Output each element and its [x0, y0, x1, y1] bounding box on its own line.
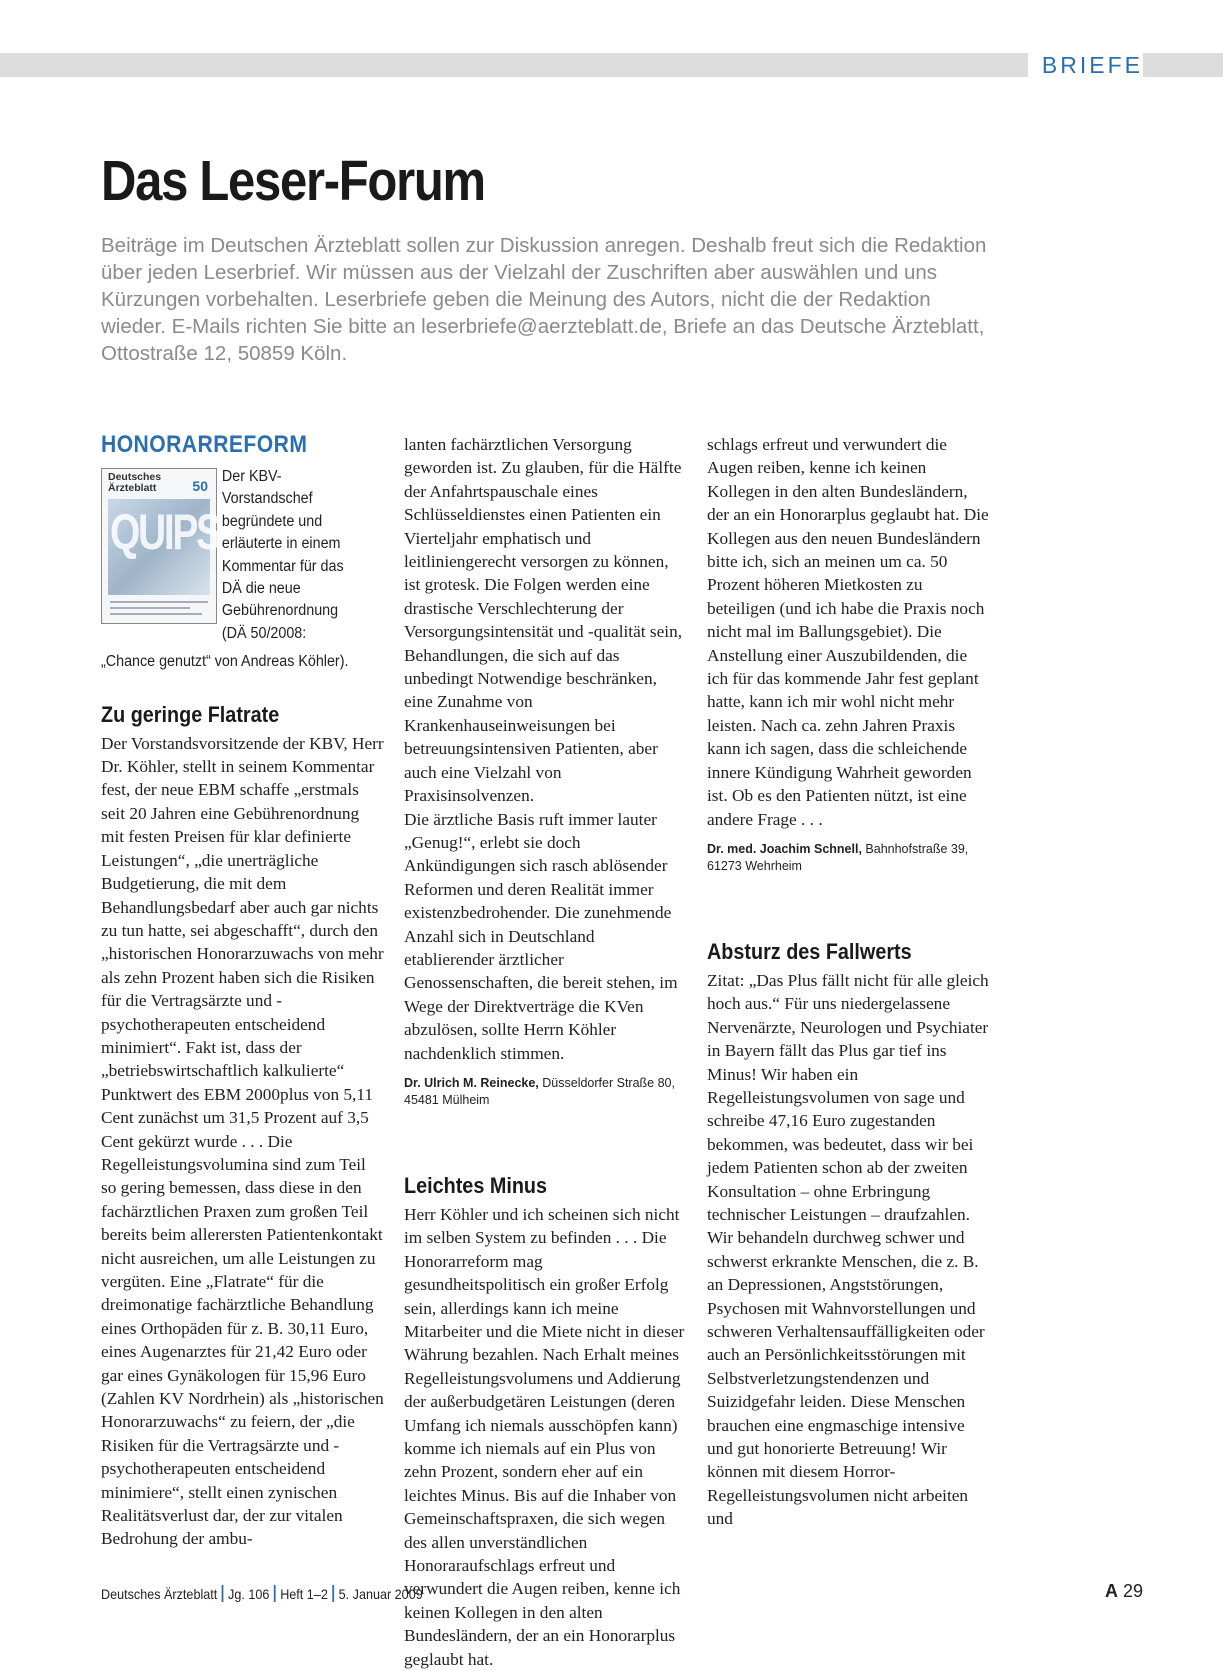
letter-heading: Leichtes Minus [404, 1172, 548, 1198]
letter-paragraph: schlags erfreut und verwundert die Augen reiben, kenne ich keinen Kollegen in den alten Bundesländern, der an ein Honorarplus geglaubt hat. Die Kollegen aus den neuen Bundesländern bitte ich, sich an meinen um ca. 50 Prozent höheren Mietkosten zu beteiligen (und ich habe die Praxis noch nicht mal im Ballungsgebiet). Die Anstellung einer Auszubildenden, die ich für das kommende Jahr fest geplant hatte, kann ich mir wohl nicht mehr leisten. Nach ca. zehn Jahren Praxis kann ich sagen, dass die schleichende innere Kündigung Wahrheit geworden ist. Ob es den Patienten nützt, ist eine andere Frage . . . [707, 435, 989, 829]
teaser [101, 466, 384, 645]
cover-title: Deutsches Ärzteblatt [108, 471, 162, 494]
section-label: BRIEFE [1028, 50, 1143, 80]
letter-body [404, 433, 687, 1065]
letter-heading: Absturz des Fallwerts [707, 938, 912, 964]
column-1 [101, 430, 384, 1551]
page-title: Das Leser-Forum [101, 149, 485, 213]
teaser-text: Der KBV-Vorstandschef begründete und erläuterte in einem Kommentar für das DÄ die neue Gebührenordnung (DÄ 50/2008: [221, 468, 344, 642]
page-number: A 29 [1104, 1581, 1143, 1601]
letter-paragraph: Die ärztliche Basis ruft immer lauter „Genug!“, erlebt sie doch Ankündigungen sich rasch ablösender Reformen und deren Realität immer existenzbedrohender. Die zunehmende Anzahl sich in Deutschland etablierender ärztlicher Genossenschaften, die bereit stehen, im Wege der Direktverträge die KVen abzulösen, sollte Herrn Köhler nachdenklich stimmen. [404, 809, 678, 1063]
footer-date: 5. Januar 2009 [338, 1586, 423, 1602]
letter-body [707, 969, 990, 1531]
letter-signature [404, 1075, 687, 1109]
letter-signature [707, 841, 990, 875]
cover-issue-number: 50 [192, 478, 208, 494]
column-2 [404, 433, 687, 1669]
intro-text: Beiträge im Deutschen Ärzteblatt sollen zur Diskussion anregen. Deshalb freut sich die Redaktion über jeden Leserbrief. Wir müssen aus der Vielzahl der Zuschriften aber auswählen und uns Kürzungen vorbehalten. Leserbriefe geben die Meinung des Autors, nicht die der Redaktion wieder. E-Mails richten Sie bitte an leserbriefe@aerzteblatt.de, Briefe an das Deutsche Ärzteblatt, Ottostraße 12, 50859 Köln. [101, 234, 987, 365]
letter-paragraph: Der Vorstandsvorsitzende der KBV, Herr Dr. Köhler, stellt in seinem Kommentar fest, der neue EBM schaffe „erstmals seit 20 Jahren eine Gebührenordnung mit festen Preisen für klar definierte Leistungen“, „die unerträgliche Budgetierung, die mit dem Behandlungsbedarf aber auch gar nichts zu tun hatte, sei abgeschafft“, durch den „historischen Honorarzuwachs von mehr als zehn Prozent haben sich die Risiken für die Vertragsärzte und -psychotherapeuten entscheidend minimiert“. Fakt ist, dass der „betriebswirtschaftlich kalkulierte“ Punktwert des EBM 2000plus von 5,11 Cent zunächst um 31,5 Prozent auf 3,5 Cent gekürzt wurde . . . Die Regelleistungsvolumina sind zum Teil so gering bemessen, dass diese in den fachärztlichen Praxen zum großen Teil bereits beim allerersten Patientenkontakt nicht ausreichen, um alle Leistungen zu vergüten. Eine „Flatrate“ für die dreimonatige fachärztliche Behandlung eines Orthopäden für z. B. 30,11 Euro, eines Augenarztes für 21,42 Euro oder gar eines Gynäkologen für 15,96 Euro (Zahlen KV Nordrhein) als „historischen Honorarzuwachs“ zu feiern, der „die Risiken für die Vertragsärzte und -psychotherapeuten entscheidend minimiere“, stellt einen zynischen Realitätsverlust dar, der zur vitalen Bedrohung der ambu- [101, 733, 384, 1549]
author-address: Bahnhofstraße 39, 61273 Wehrheim [707, 841, 969, 873]
letter-body [404, 1203, 687, 1669]
letter-heading: Zu geringe Flatrate [101, 701, 280, 727]
footer-journal: Deutsches Ärzteblatt [101, 1586, 218, 1602]
footer-issue: Heft 1–2 [280, 1586, 328, 1602]
author-name: Dr. Ulrich M. Reinecke, [404, 1075, 539, 1090]
rubric-heading: HONORARREFORM [101, 431, 308, 458]
teaser-source: „Chance genutzt“ von Andreas Köhler). [101, 653, 349, 671]
author-name: Dr. med. Joachim Schnell, [707, 841, 862, 856]
author-address: Düsseldorfer Straße 80, 45481 Mülheim [404, 1075, 675, 1107]
cover-art-text: QUIPS [110, 504, 220, 560]
page-footer [101, 1585, 423, 1602]
column-3 [707, 433, 990, 1531]
letter-paragraph: Herr Köhler und ich scheinen sich nicht im selben System zu befinden . . . Die Honorarreform mag gesundheitspolitisch ein großer Erfolg sein, allerdings kann ich meine Mitarbeiter und die Miete nicht in dieser Währung bezahlen. Nach Erhalt meines Regelleistungsvolumens und Addierung der außerbudgetären Leistungen (deren Umfang ich niemals ausschöpfen kann) komme ich niemals auf ein Plus von zehn Prozent, sondern eher auf ein leichtes Minus. Bis auf die Inhaber von Gemeinschaftspraxen, die sich wegen des allen unverständlichen Honoraraufschlags erfreut und verwundert die Augen reiben, kenne ich keinen Kollegen in den alten Bundesländern, der an ein Honorarplus geglaubt hat. [404, 1204, 685, 1669]
letter-body [707, 433, 990, 831]
footer-volume: Jg. 106 [228, 1586, 270, 1602]
letter-paragraph: Zitat: „Das Plus fällt nicht für alle gleich hoch aus.“ Für uns niedergelassene Nervenärzte, Neurologen und Psychiater in Bayern fällt das Plus gar tief ins Minus! Wir haben ein Regelleistungsvolumen von sage und schreibe 47,16 Euro zugestanden bekommen, was bedeutet, dass wir bei jedem Patienten schon ab der zweiten Konsultation – ohne Erbringung technischer Leistungen – draufzahlen. Wir behandeln durchweg schwer und schwerst erkrankte Menschen, die z. B. an Depressionen, Angststörungen, Psychosen mit Wahnvorstellungen und schweren Verhaltensauffälligkeiten oder auch an Persönlichkeitsstörungen mit Selbstverletzungstendenzen und Suizidgefahr leiden. Diese Menschen brauchen eine engmaschige intensive und gut honorierte Betreuung! Wir können mit diesem Horror-Regelleistungsvolumen nicht arbeiten und [707, 970, 989, 1529]
letter-paragraph: lanten fachärztlichen Versorgung geworden ist. Zu glauben, für die Hälfte der Anfahrtspauschale eines Schlüsseldienstes einen Patienten ein Vierteljahr emphatisch und leitliniengerecht versorgen zu können, ist grotesk. Die Folgen werden eine drastische Verschlechterung der Versorgungsintensität und -qualität sein, Behandlungen, die sich auf das unbedingt Notwendige beschränken, eine Zunahme von Krankenhauseinweisungen bei betreuungsintensiven Patienten, aber auch eine Vielzahl von Praxisinsolvenzen. [404, 435, 683, 806]
letter-body [101, 732, 384, 1551]
